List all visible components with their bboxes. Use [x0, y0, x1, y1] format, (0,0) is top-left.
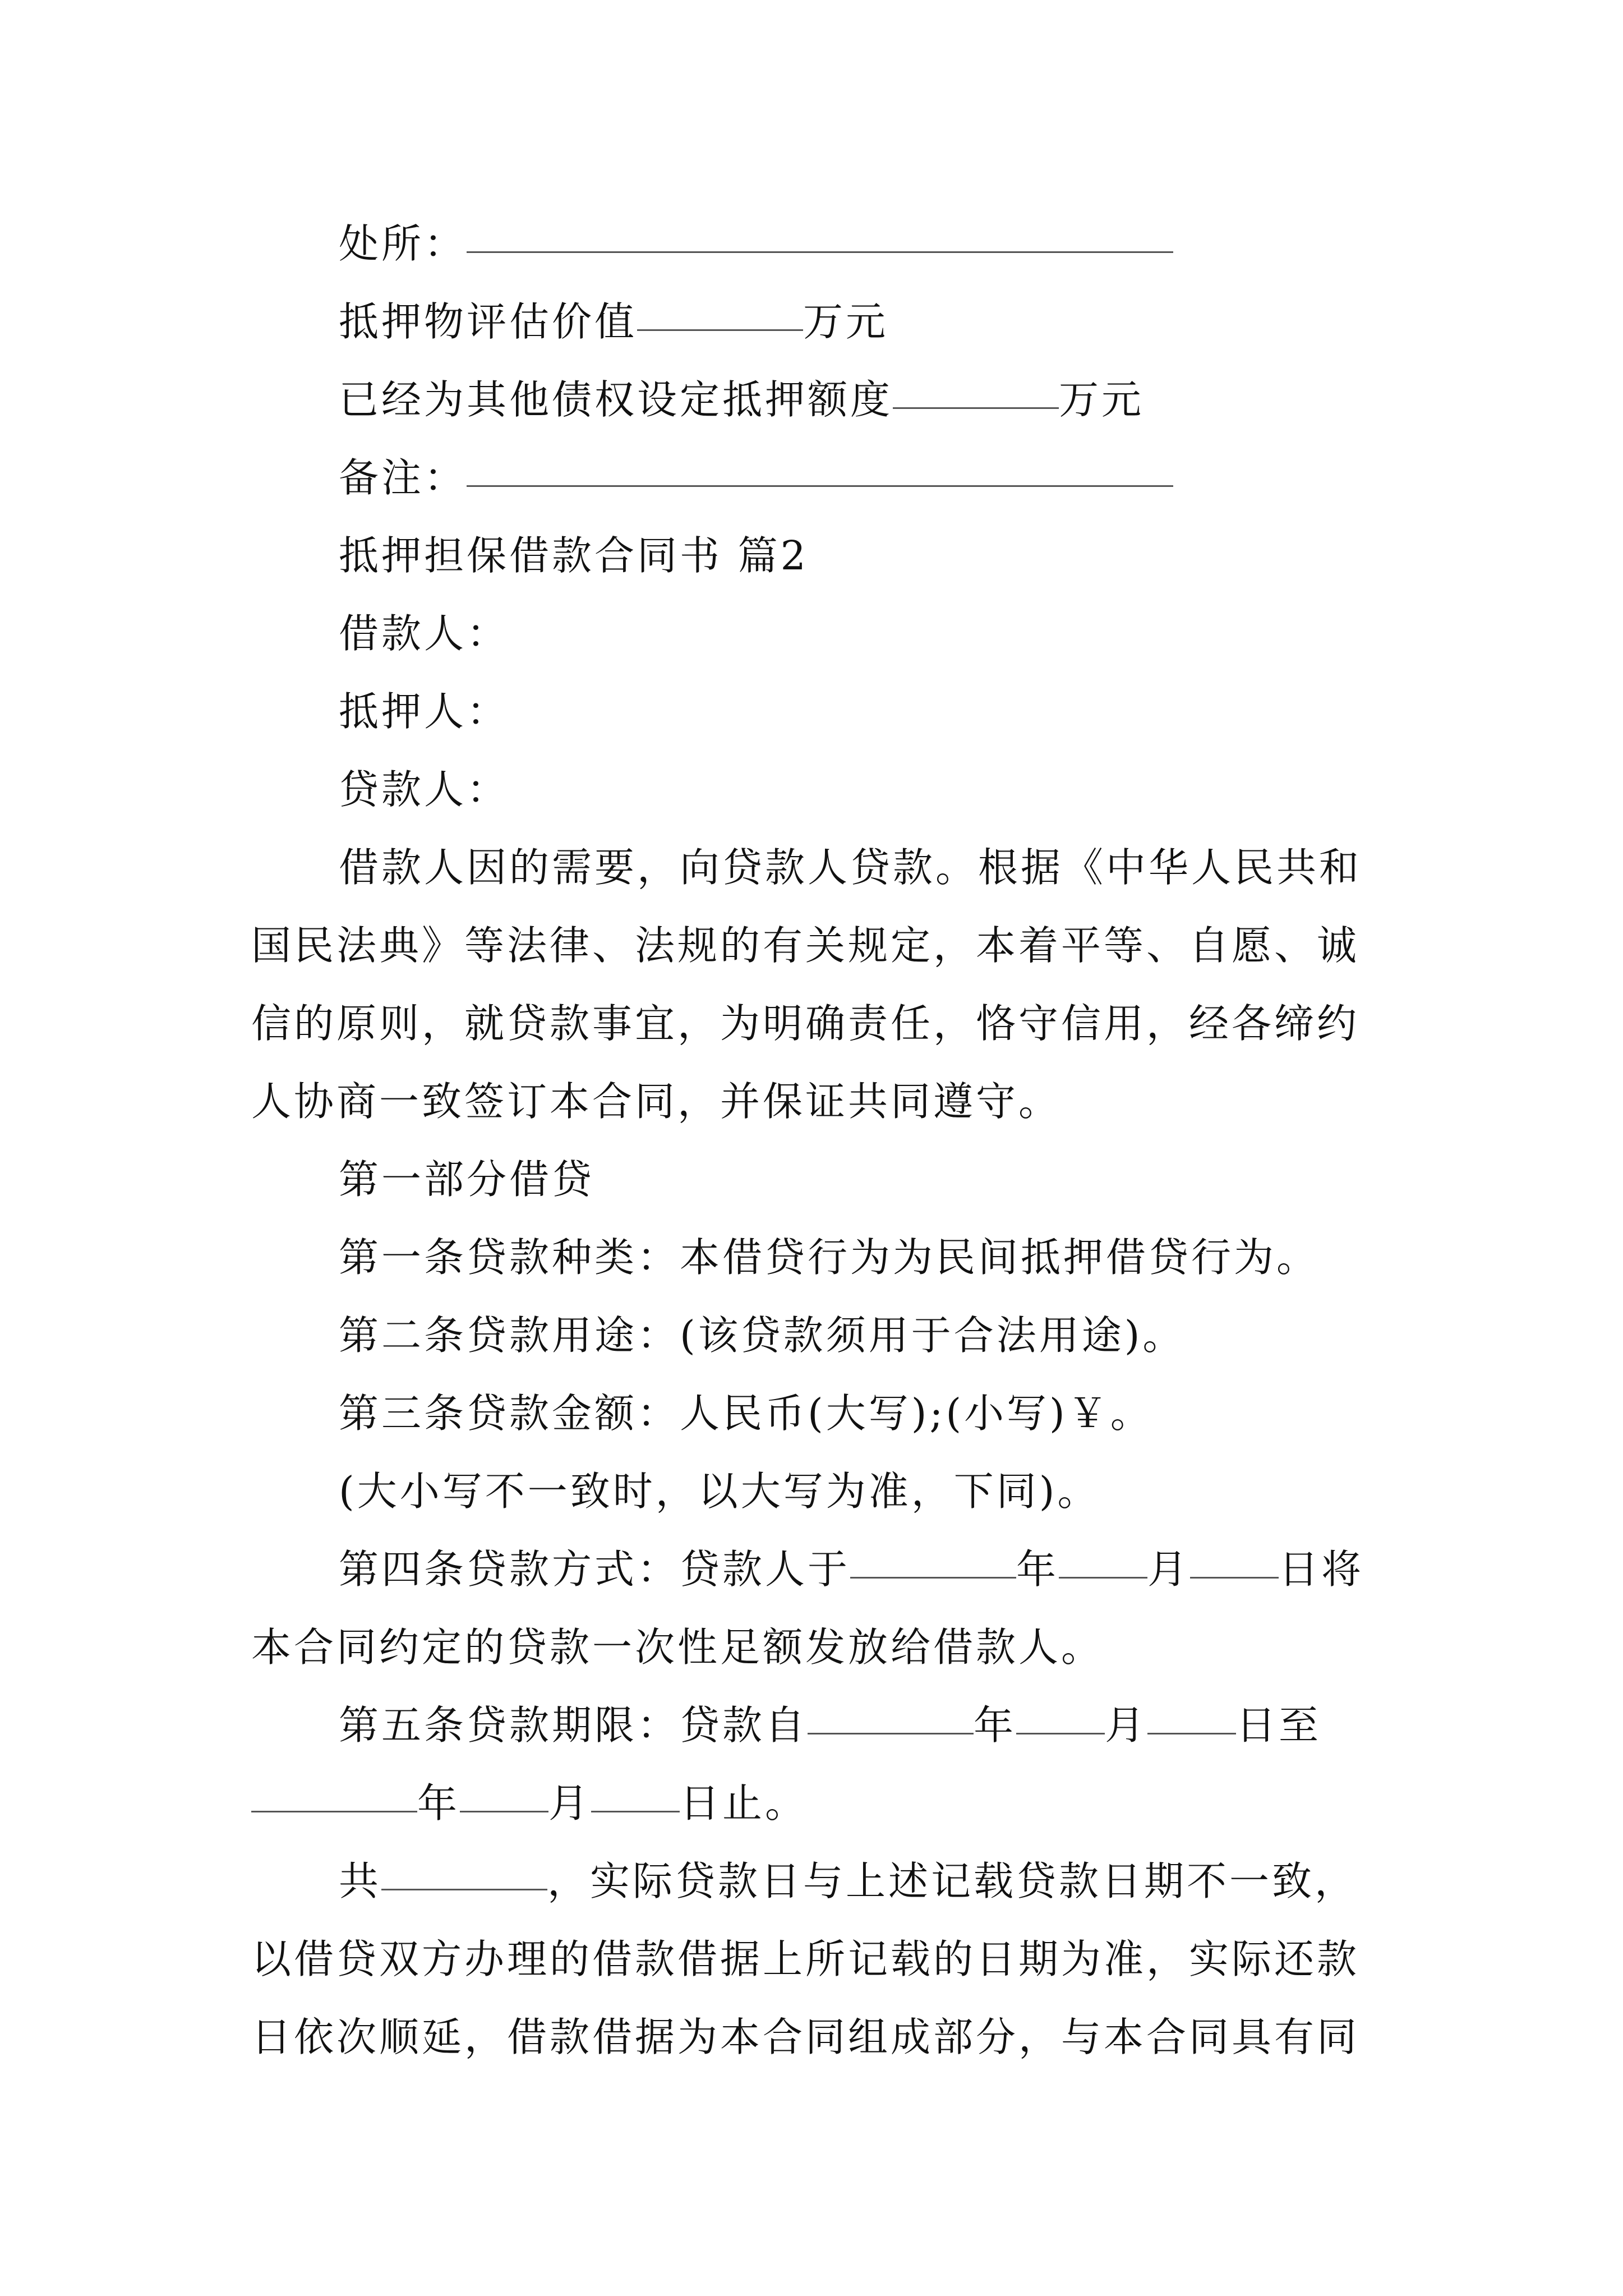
- mortgagor-line: 抵押人：: [339, 688, 510, 735]
- article-5-line-2: [251, 1775, 808, 1832]
- address-label: 处所：: [339, 220, 467, 267]
- lender-line: 贷款人：: [339, 766, 510, 813]
- borrower-line: 借款人：: [339, 610, 510, 657]
- existing-mortgage-label: 已经为其他债权设定抵押额度: [339, 376, 893, 423]
- section-title: 抵押担保借款合同书 篇2: [339, 532, 809, 579]
- article-4-day: 日将: [1279, 1546, 1364, 1593]
- article-4-year-blank: [850, 1542, 1016, 1579]
- article-5-end-day: 日止。: [680, 1780, 808, 1826]
- remarks-blank: [467, 450, 1173, 487]
- address-line: [339, 216, 1173, 272]
- article-5-year-blank: [808, 1697, 974, 1734]
- term-total-label: 共: [339, 1858, 382, 1904]
- existing-mortgage-line: [339, 372, 1144, 428]
- article-3-note: (大小写不一致时，以大写为准，下同)。: [339, 1468, 1100, 1515]
- intro-paragraph-line-3: 信的原则，就贷款事宜，为明确责任，恪守信用，经各缔约: [251, 1000, 1360, 1047]
- term-total-blank: [381, 1853, 547, 1890]
- intro-paragraph-line-2: 国民法典》等法律、法规的有关规定，本着平等、自愿、诚: [251, 922, 1360, 969]
- article-5-line-1: [339, 1697, 1321, 1754]
- article-4-line-2: 本合同约定的贷款一次性足额发放给借款人。: [251, 1624, 1104, 1671]
- address-blank: [467, 216, 1173, 253]
- intro-paragraph-line-1: 借款人因的需要，向贷款人贷款。根据《中华人民共和: [339, 844, 1362, 891]
- article-5-month: 月: [1105, 1702, 1148, 1749]
- part-one-heading: 第一部分借贷: [339, 1156, 595, 1203]
- article-5-day-blank: [1147, 1697, 1236, 1734]
- article-5-end-month: 月: [548, 1780, 592, 1826]
- article-4-label: 第四条贷款方式：贷款人于: [339, 1546, 851, 1593]
- article-4-year: 年: [1016, 1546, 1059, 1593]
- article-5-end-year: 年: [417, 1780, 460, 1826]
- article-5-end-day-blank: [591, 1775, 680, 1812]
- existing-mortgage-unit: 万元: [1059, 376, 1145, 423]
- article-4-day-blank: [1190, 1542, 1279, 1579]
- collateral-value-line: [339, 294, 888, 350]
- article-4-month: 月: [1147, 1546, 1191, 1593]
- article-5-end-year-blank: [251, 1775, 417, 1812]
- term-paragraph-text-1: ，实际贷款日与上述记载贷款日期不一致，: [547, 1858, 1358, 1904]
- article-5-year: 年: [974, 1702, 1017, 1749]
- term-paragraph-line-2: 以借贷双方办理的借款借据上所记载的日期为准，实际还款: [251, 1936, 1360, 1982]
- article-4-month-blank: [1059, 1542, 1147, 1579]
- existing-mortgage-blank: [893, 372, 1059, 409]
- collateral-value-unit: 万元: [803, 298, 889, 345]
- article-5-end-month-blank: [460, 1775, 548, 1812]
- article-2: 第二条贷款用途：(该贷款须用于合法用途)。: [339, 1312, 1186, 1359]
- article-1: 第一条贷款种类：本借贷行为为民间抵押借贷行为。: [339, 1234, 1320, 1281]
- article-5-label: 第五条贷款期限：贷款自: [339, 1702, 808, 1749]
- collateral-value-label: 抵押物评估价值: [339, 298, 638, 345]
- term-paragraph-line-3: 日依次顺延，借款借据为本合同组成部分，与本合同具有同: [251, 2014, 1360, 2060]
- remarks-label: 备注：: [339, 454, 467, 501]
- article-3: 第三条贷款金额：人民币(大写);(小写)￥。: [339, 1390, 1153, 1437]
- article-5-day: 日至: [1236, 1702, 1322, 1749]
- term-paragraph-line-1: [339, 1853, 1357, 1910]
- remarks-line: [339, 450, 1173, 506]
- intro-paragraph-line-4: 人协商一致签订本合同，并保证共同遵守。: [251, 1078, 1062, 1125]
- collateral-value-blank: [637, 294, 803, 331]
- article-5-month-blank: [1016, 1697, 1105, 1734]
- article-4-line-1: [339, 1542, 1364, 1598]
